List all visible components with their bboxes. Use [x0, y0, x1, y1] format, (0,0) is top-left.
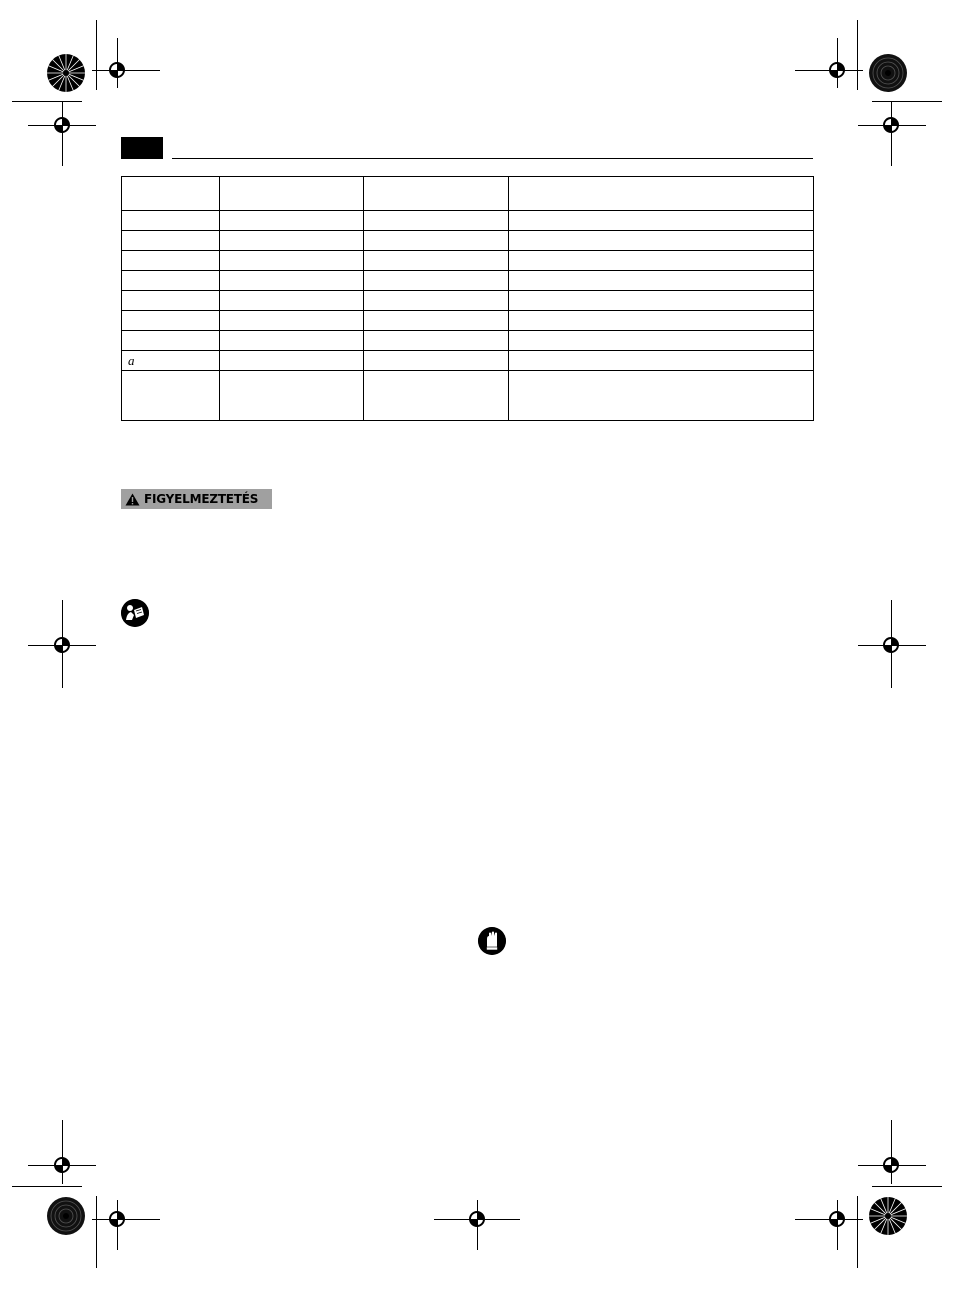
table-cell-symbol [122, 231, 220, 251]
crosshair-icon [51, 1154, 73, 1176]
registration-rosette-icon [868, 1196, 908, 1236]
table-cell-symbol [122, 311, 220, 331]
table-cell [509, 251, 814, 271]
table-cell [509, 331, 814, 351]
read-manual-icon [121, 599, 149, 627]
table-cell [509, 351, 814, 371]
crosshair-icon [51, 634, 73, 656]
crosshair-icon [466, 1208, 488, 1230]
table-cell [220, 351, 364, 371]
crosshair-icon [106, 1208, 128, 1230]
table-cell [122, 177, 220, 211]
registration-rosette-icon [46, 53, 86, 93]
protective-gloves-icon [478, 927, 506, 955]
table-row [122, 311, 814, 331]
crosshair-icon [51, 114, 73, 136]
table-row [122, 351, 814, 371]
table-cell [509, 371, 814, 421]
table-cell [509, 211, 814, 231]
table-cell [220, 271, 364, 291]
warning-label-text: FIGYELMEZTETÉS [144, 492, 259, 506]
crosshair-icon [880, 114, 902, 136]
table-cell-symbol [122, 251, 220, 271]
table-cell [220, 291, 364, 311]
table-cell [220, 331, 364, 351]
crosshair-icon [826, 1208, 848, 1230]
table-cell [220, 211, 364, 231]
registration-rosette-icon [46, 1196, 86, 1236]
header-rule [172, 158, 813, 159]
table-cell-symbol [122, 331, 220, 351]
table-cell [509, 271, 814, 291]
table-cell [364, 371, 509, 421]
language-tab [121, 137, 163, 159]
spec-table [121, 176, 814, 421]
warning-triangle-icon [125, 493, 140, 506]
table-row [122, 331, 814, 351]
table-cell [509, 177, 814, 211]
table-cell [364, 351, 509, 371]
table-cell [509, 311, 814, 331]
crosshair-icon [106, 59, 128, 81]
table-header-row [122, 177, 814, 211]
table-cell [220, 177, 364, 211]
table-cell [364, 271, 509, 291]
table-cell [364, 211, 509, 231]
table-cell [364, 251, 509, 271]
table-cell-symbol [122, 291, 220, 311]
table-cell [220, 231, 364, 251]
table-cell-symbol [122, 211, 220, 231]
table-row [122, 291, 814, 311]
table-row [122, 231, 814, 251]
crosshair-icon [880, 634, 902, 656]
table-cell [509, 291, 814, 311]
table-cell [364, 231, 509, 251]
table-cell-symbol [122, 371, 220, 421]
table-cell [220, 251, 364, 271]
table-row [122, 251, 814, 271]
crosshair-icon [826, 59, 848, 81]
table-row [122, 211, 814, 231]
table-cell [364, 177, 509, 211]
registration-rosette-icon [868, 53, 908, 93]
table-cell [220, 311, 364, 331]
table-cell-symbol [122, 271, 220, 291]
table-row [122, 371, 814, 421]
crosshair-icon [880, 1154, 902, 1176]
table-row [122, 271, 814, 291]
table-cell [509, 231, 814, 251]
table-cell [220, 371, 364, 421]
table-cell [364, 331, 509, 351]
table-cell [364, 311, 509, 331]
table-cell [364, 291, 509, 311]
warning-label [121, 489, 272, 509]
table-cell-symbol: a [122, 351, 220, 371]
